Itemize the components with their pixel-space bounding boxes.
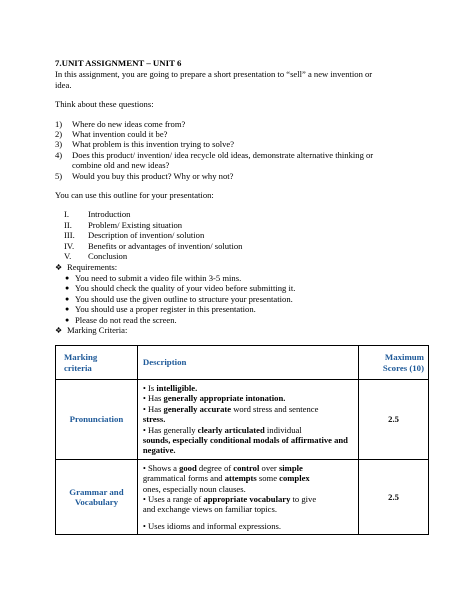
list-item: 1) Where do new ideas come from? [55, 118, 186, 129]
outline-heading: You can use this outline for your presentation: [55, 190, 214, 201]
description-line: • Uses a range of appropriate vocabulary to give [142, 494, 317, 505]
criterion-pronunciation: Pronunciation [56, 380, 138, 460]
list-item: II. Problem/ Existing situation [64, 219, 183, 230]
assignment-content [55, 58, 423, 336]
description-line: stress. [142, 414, 166, 425]
header-maximum-scores: Maximum Scores (10) [359, 346, 429, 380]
description-line: negative. [142, 445, 176, 456]
description-cell [137, 459, 358, 534]
list-item: 2) What invention could it be? [55, 129, 168, 140]
description-line: • Uses idioms and informal expressions. [142, 520, 281, 531]
description-cell [137, 380, 358, 460]
description-line: • Has generally accurate word stress and sentence [142, 403, 319, 414]
list-item: ● You should check the quality of your video before submitting it. [65, 283, 296, 294]
list-item: ● You should use a proper register in this presentation. [65, 304, 256, 315]
bullet-icon: ● [65, 284, 70, 293]
score-cell: 2.5 [359, 380, 429, 460]
intro-line-2: idea. [55, 79, 72, 90]
list-item: 3) What problem is this invention trying to solve? [55, 139, 235, 150]
table-row [56, 380, 429, 460]
description-line: sounds, especially conditional modals of affirmative and [142, 435, 348, 446]
diamond-bullet-icon: ❖ [55, 262, 63, 272]
description-line: and exchange views on familiar topics. [142, 504, 277, 515]
description-line: ones, especially noun clauses. [142, 483, 246, 494]
bullet-icon: ● [65, 294, 70, 303]
list-item: III. Description of invention/ solution [64, 230, 205, 241]
outline-list [55, 209, 423, 261]
description-line: • Has generally appropriate intonation. [142, 393, 286, 404]
marking-heading: ❖ Marking Criteria: [55, 324, 128, 335]
description-line: • Has generally clearly articulated individual [142, 424, 302, 435]
list-item: V. Conclusion [64, 251, 128, 262]
description-line: • Is intelligible. [142, 383, 198, 393]
header-description: Description [137, 346, 358, 380]
header-marking-criteria: Marking criteria [56, 346, 138, 380]
think-heading: Think about these questions: [55, 99, 154, 110]
marking-criteria-table [55, 345, 429, 535]
bullet-icon: ● [65, 315, 70, 324]
list-item: IV. Benefits or advantages of invention/ solution [64, 240, 243, 251]
table-header-row [56, 346, 429, 380]
list-item: 5) Would you buy this product? Why or why not? [55, 170, 234, 181]
list-item: ● You need to submit a video file within 3-5 mins. [65, 272, 242, 283]
bullet-icon: ● [65, 273, 70, 282]
diamond-bullet-icon: ❖ [55, 325, 63, 335]
list-item: ● You should use the given outline to structure your presentation. [65, 293, 293, 304]
table-row [56, 459, 429, 534]
requirements-list [55, 273, 423, 325]
intro-line-1: In this assignment, you are going to prepare a short presentation to “sell” a new invention or [55, 69, 373, 80]
list-item: I. Introduction [64, 209, 131, 220]
assignment-title: 7.UNIT ASSIGNMENT – UNIT 6 [55, 58, 182, 68]
list-item-continuation: combine old and new ideas? [72, 160, 170, 171]
requirements-heading: ❖ Requirements: [55, 261, 118, 272]
criterion-grammar-vocabulary: Grammar and Vocabulary [56, 459, 138, 534]
list-item: ● Please do not read the screen. [65, 314, 177, 325]
score-cell: 2.5 [359, 459, 429, 534]
description-line: grammatical forms and attempts some complex [142, 473, 310, 484]
description-line: • Shows a good degree of control over simple [142, 462, 303, 473]
questions-list [55, 119, 423, 181]
list-item: 4) Does this product/ invention/ idea recycle old ideas, demonstrate alternative thinking or [55, 149, 374, 160]
bullet-icon: ● [65, 305, 70, 314]
